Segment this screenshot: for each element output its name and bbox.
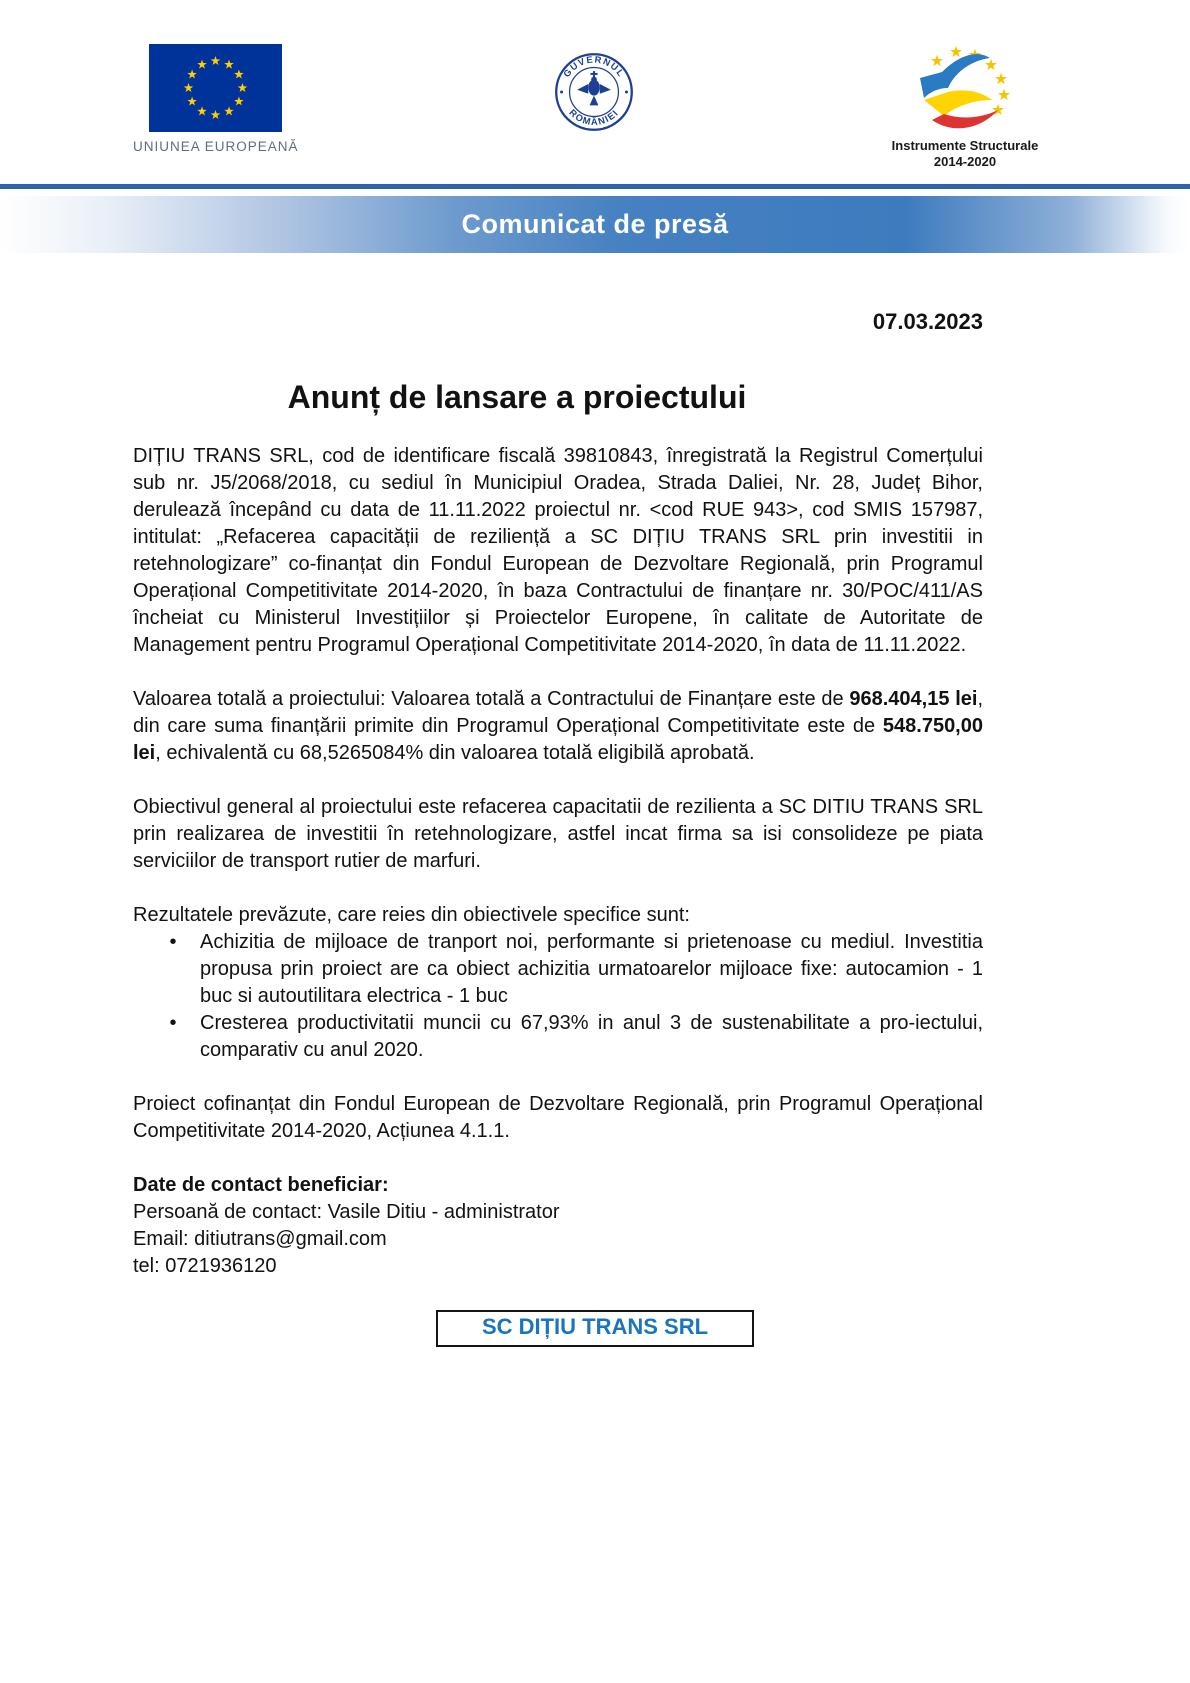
paragraph-cofinancing: Proiect cofinanțat din Fondul European de Dezvoltare Regională, prin Programul Operațional Competitivitate 2014-2020, Acțiunea 4.1.1. xyxy=(133,1093,983,1142)
result-item-2: Cresterea productivitatii muncii cu 67,93% in anul 3 de sustenabilitate a pro-iectului, comparativ cu anul 2020. xyxy=(200,1012,983,1061)
press-release-banner xyxy=(0,196,1190,253)
company-link-box[interactable]: SC DIȚIU TRANS SRL xyxy=(436,1310,754,1347)
bullet-icon: • xyxy=(169,931,177,953)
paragraph-project-intro: DIȚIU TRANS SRL, cod de identificare fiscală 39810843, înregistrată la Registrul Comerțului sub nr. J5/2068/2018, cu sediul în Municipiul Oradea, Strada Daliei, Nr. 28, Județ Bihor, derulează începând cu data de 11.11.2022 proiectul nr. <cod RUE 943>, cod SMIS 157987, intitulat: „Refacerea capacității de reziliență a SC DIȚIU TRANS SRL prin investitii in retehnologizare” co-finanțat din Fondul European de Dezvoltare Regională, prin Programul Operațional Competitivitate 2014-2020, în baza Contractului de finanțare nr. 30/POC/411/AS încheiat cu Ministerul Investițiilor și Proiectelor Europene, în calitate de Autoritate de Management pentru Programul Operațional Competitivitate 2014-2020, în data de 11.11.2022. xyxy=(133,445,983,656)
page-title: Anunț de lansare a proiectului xyxy=(287,379,747,415)
instrumente-caption xyxy=(892,138,1039,170)
bullet-icon: • xyxy=(169,1012,177,1034)
results-intro: Rezultatele prevăzute, care reies din obiectivele specifice sunt: xyxy=(133,904,690,926)
list-item xyxy=(133,1010,983,1064)
footer xyxy=(0,1310,1190,1347)
gov-seal-icon xyxy=(554,52,634,132)
instrumente-logo-block xyxy=(890,44,1040,170)
document-body xyxy=(0,309,1190,1280)
contact-person: Persoană de contact: Vasile Ditiu - administrator xyxy=(133,1201,560,1223)
contact-phone: tel: 0721936120 xyxy=(133,1255,277,1277)
eu-logo-caption: UNIUNEA EUROPEANĂ xyxy=(133,139,299,154)
eu-flag-icon xyxy=(149,44,282,132)
paragraph-general-objective: Obiectivul general al proiectului este refacerea capacitatii de rezilienta a SC DITIU TRANS SRL prin realizarea de investitii în retehnologizare, astfel incat firma sa isi consolideze pe piata serviciilor de transport rutier de marfuri. xyxy=(133,796,983,872)
press-release-banner-title: Comunicat de presă xyxy=(461,209,729,239)
contact-block xyxy=(133,1172,983,1280)
paragraph-project-value xyxy=(133,686,983,767)
gov-seal-text-top: GUVERNUL xyxy=(561,54,627,80)
instrumente-caption-line2: 2014-2020 xyxy=(933,154,997,169)
gov-logo-block xyxy=(554,52,634,132)
instrumente-structurale-icon xyxy=(890,44,1040,136)
list-item xyxy=(133,929,983,1010)
eu-logo-block xyxy=(133,44,299,154)
instrumente-caption-line1: Instrumente Structurale xyxy=(891,138,1039,153)
contact-heading: Date de contact beneficiar: xyxy=(133,1174,389,1196)
grant-value-amount: 548.750,00 lei xyxy=(133,715,983,764)
value-text-3: , echivalentă cu 68,5265084% din valoarea totală eligibilă aprobată. xyxy=(155,742,755,764)
gov-seal-text-bottom: ROMÂNIEI xyxy=(567,107,621,128)
banner-top-rule xyxy=(0,184,1190,189)
value-text-2: , din care suma finanțării primite din Programul Operațional Competitivitate este de xyxy=(133,688,983,737)
document-date: 07.03.2023 xyxy=(872,309,983,334)
value-text-1: Valoarea totală a proiectului: Valoarea totală a Contractului de Finanțare este de xyxy=(133,688,850,710)
result-item-1: Achizitia de mijloace de tranport noi, performante si prietenoase cu mediul. Investitia propusa prin proiect are ca obiect achizitia urmatoarelor mijloace fixe: autocamion - 1 buc si autoutilitara electrica - 1 buc xyxy=(200,931,983,1007)
results-list xyxy=(133,929,983,1064)
contact-email: Email: ditiutrans@gmail.com xyxy=(133,1228,387,1250)
total-value-amount: 968.404,15 lei xyxy=(849,688,978,710)
header-logos xyxy=(0,0,1190,172)
